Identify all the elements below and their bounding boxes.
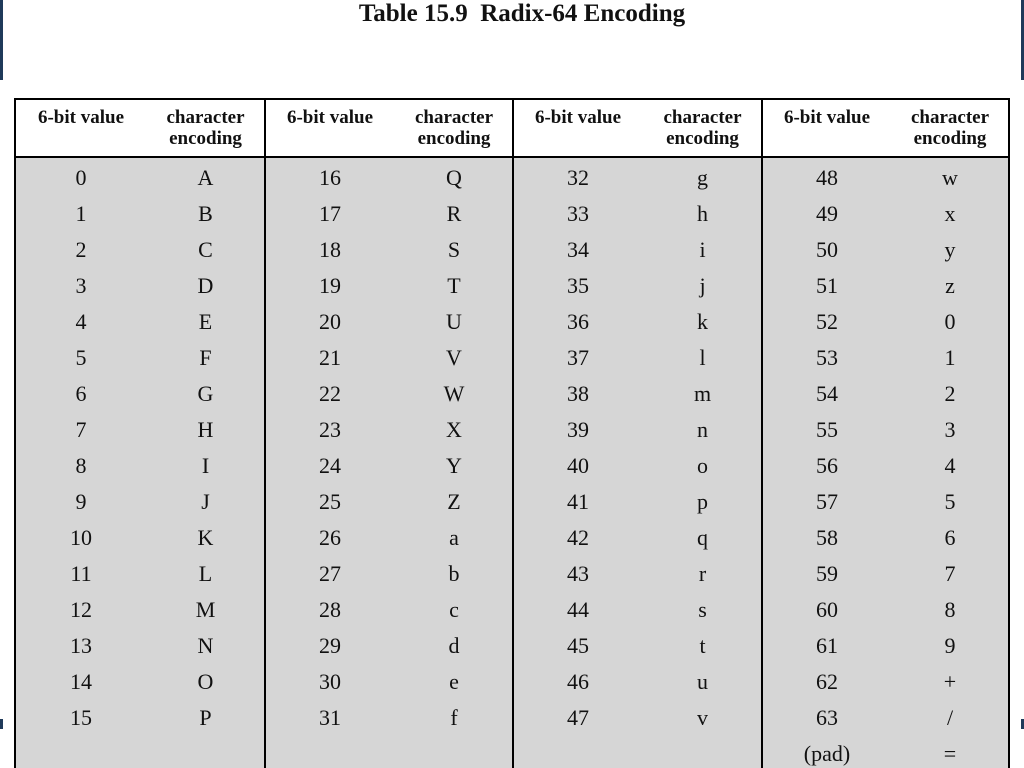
cell-6bit-value: 4: [75, 309, 87, 334]
cell-character-encoding: g: [697, 165, 708, 190]
cell-character-encoding: 2: [944, 381, 956, 406]
cell-character-encoding: M: [195, 597, 216, 622]
cell-character-encoding: I: [201, 453, 210, 478]
cell-6bit-value: 31: [319, 705, 341, 730]
cell-character-encoding: l: [699, 345, 706, 370]
cell-6bit-value: 10: [70, 525, 92, 550]
cell-6bit-value: 52: [816, 309, 838, 334]
cell-character-encoding: e: [449, 669, 459, 694]
cell-character-encoding: 6: [944, 525, 956, 550]
cell-6bit-value: 38: [567, 381, 589, 406]
cell-6bit-value: 44: [567, 597, 589, 622]
cell-character-encoding: G: [197, 381, 214, 406]
cell-6bit-value: 40: [567, 453, 589, 478]
cell-6bit-value: 16: [319, 165, 341, 190]
header-character-encoding: character encoding: [663, 107, 742, 149]
cell-character-encoding: 0: [944, 309, 956, 334]
cell-6bit-value: 46: [567, 669, 589, 694]
cell-6bit-value: 62: [816, 669, 838, 694]
cell-character-encoding: s: [698, 597, 707, 622]
cell-6bit-value: 41: [567, 489, 589, 514]
cell-character-encoding: h: [697, 201, 708, 226]
cell-character-encoding: =: [943, 741, 957, 766]
cell-character-encoding: 3: [944, 417, 956, 442]
cell-6bit-value: 39: [567, 417, 589, 442]
cell-6bit-value: 20: [319, 309, 341, 334]
cell-character-encoding: F: [199, 345, 212, 370]
cell-character-encoding: H: [197, 417, 214, 442]
table-title: Table 15.9 Radix-64 Encoding: [358, 0, 686, 27]
cell-6bit-value: 6: [75, 381, 87, 406]
group-separator: [264, 100, 266, 768]
cell-6bit-value: 24: [319, 453, 341, 478]
cell-6bit-value: 5: [75, 345, 87, 370]
header-6bit-value: 6-bit value: [37, 107, 125, 128]
cell-6bit-value: 63: [816, 705, 838, 730]
cell-6bit-value: 36: [567, 309, 589, 334]
cell-character-encoding: t: [699, 633, 706, 658]
header-character-encoding: character encoding: [910, 107, 990, 149]
cell-6bit-value: 60: [816, 597, 838, 622]
cell-character-encoding: K: [197, 525, 214, 550]
cell-character-encoding: C: [198, 237, 213, 262]
cell-character-encoding: T: [447, 273, 461, 298]
cell-character-encoding: z: [945, 273, 955, 298]
cell-6bit-value: 37: [567, 345, 589, 370]
cell-6bit-value: 49: [816, 201, 838, 226]
cell-character-encoding: j: [699, 273, 706, 298]
cell-6bit-value: 19: [319, 273, 341, 298]
cell-character-encoding: n: [697, 417, 708, 442]
cell-6bit-value: 55: [816, 417, 838, 442]
cell-6bit-value: 33: [567, 201, 589, 226]
cell-character-encoding: Z: [447, 489, 461, 514]
cell-character-encoding: U: [446, 309, 462, 334]
cell-6bit-value: 9: [75, 489, 87, 514]
cell-6bit-value: 2: [75, 237, 87, 262]
cell-6bit-value: 48: [816, 165, 838, 190]
cell-character-encoding: w: [942, 165, 958, 190]
cell-6bit-value: 30: [319, 669, 341, 694]
cell-character-encoding: S: [447, 237, 461, 262]
cell-6bit-value: 14: [70, 669, 92, 694]
cell-6bit-value: 57: [816, 489, 838, 514]
cell-6bit-value: 28: [319, 597, 341, 622]
cell-character-encoding: i: [699, 237, 706, 262]
cell-6bit-value: (pad): [803, 741, 851, 766]
cell-character-encoding: L: [198, 561, 213, 586]
cell-character-encoding: J: [201, 489, 210, 514]
cell-character-encoding: V: [446, 345, 462, 370]
cell-6bit-value: 7: [75, 417, 87, 442]
cell-character-encoding: +: [943, 669, 957, 694]
cell-6bit-value: 25: [319, 489, 341, 514]
cell-6bit-value: 43: [567, 561, 589, 586]
cell-character-encoding: f: [450, 705, 458, 730]
cell-character-encoding: x: [944, 201, 956, 226]
cell-6bit-value: 1: [75, 201, 87, 226]
cell-6bit-value: 35: [567, 273, 589, 298]
cell-character-encoding: 4: [944, 453, 956, 478]
cell-6bit-value: 51: [816, 273, 838, 298]
cell-6bit-value: 13: [70, 633, 92, 658]
group-separator: [761, 100, 763, 768]
cell-character-encoding: X: [446, 417, 462, 442]
cell-character-encoding: Q: [446, 165, 462, 190]
cell-6bit-value: 15: [70, 705, 92, 730]
cell-character-encoding: v: [697, 705, 708, 730]
cell-character-encoding: B: [198, 201, 213, 226]
cell-6bit-value: 45: [567, 633, 589, 658]
cell-character-encoding: 9: [944, 633, 956, 658]
cell-character-encoding: /: [946, 705, 954, 730]
cell-6bit-value: 11: [70, 561, 92, 586]
cell-character-encoding: Y: [446, 453, 462, 478]
cell-character-encoding: R: [446, 201, 462, 226]
cell-character-encoding: u: [697, 669, 708, 694]
cell-character-encoding: y: [944, 237, 956, 262]
cell-character-encoding: p: [697, 489, 708, 514]
cell-6bit-value: 56: [816, 453, 838, 478]
cell-character-encoding: r: [698, 561, 707, 586]
cell-character-encoding: q: [697, 525, 708, 550]
cell-character-encoding: k: [697, 309, 708, 334]
cell-6bit-value: 18: [319, 237, 341, 262]
cell-6bit-value: 42: [567, 525, 589, 550]
cell-character-encoding: o: [697, 453, 708, 478]
header-character-encoding: character encoding: [414, 107, 494, 149]
group-separator: [512, 100, 514, 768]
cell-6bit-value: 22: [319, 381, 341, 406]
cell-character-encoding: N: [197, 633, 214, 658]
header-6bit-value: 6-bit value: [534, 107, 622, 128]
cell-character-encoding: W: [443, 381, 465, 406]
cell-character-encoding: A: [197, 165, 214, 190]
cell-character-encoding: 8: [944, 597, 956, 622]
cell-6bit-value: 12: [70, 597, 92, 622]
cell-6bit-value: 27: [319, 561, 341, 586]
cell-6bit-value: 8: [75, 453, 87, 478]
cell-character-encoding: 5: [944, 489, 956, 514]
cell-character-encoding: E: [198, 309, 213, 334]
header-6bit-value: 6-bit value: [783, 107, 871, 128]
left-edge-tick: [0, 719, 3, 729]
cell-6bit-value: 59: [816, 561, 838, 586]
cell-6bit-value: 3: [75, 273, 87, 298]
cell-character-encoding: b: [448, 561, 460, 586]
cell-character-encoding: 7: [944, 561, 956, 586]
cell-6bit-value: 0: [75, 165, 87, 190]
cell-6bit-value: 47: [567, 705, 589, 730]
cell-6bit-value: 26: [319, 525, 341, 550]
cell-character-encoding: m: [693, 381, 712, 406]
cell-6bit-value: 23: [319, 417, 341, 442]
cell-6bit-value: 50: [816, 237, 838, 262]
cell-6bit-value: 58: [816, 525, 838, 550]
cell-6bit-value: 54: [816, 381, 838, 406]
header-6bit-value: 6-bit value: [286, 107, 374, 128]
cell-6bit-value: 29: [319, 633, 341, 658]
cell-6bit-value: 61: [816, 633, 838, 658]
radix64-table: [14, 98, 1010, 768]
cell-character-encoding: a: [449, 525, 459, 550]
cell-character-encoding: d: [448, 633, 460, 658]
cell-6bit-value: 17: [319, 201, 341, 226]
cell-6bit-value: 53: [816, 345, 838, 370]
cell-character-encoding: P: [199, 705, 212, 730]
cell-6bit-value: 34: [567, 237, 589, 262]
cell-character-encoding: O: [197, 669, 214, 694]
cell-character-encoding: D: [197, 273, 214, 298]
header-character-encoding: character encoding: [166, 107, 245, 149]
cell-character-encoding: 1: [944, 345, 956, 370]
cell-character-encoding: c: [449, 597, 459, 622]
cell-6bit-value: 21: [319, 345, 341, 370]
cell-6bit-value: 32: [567, 165, 589, 190]
